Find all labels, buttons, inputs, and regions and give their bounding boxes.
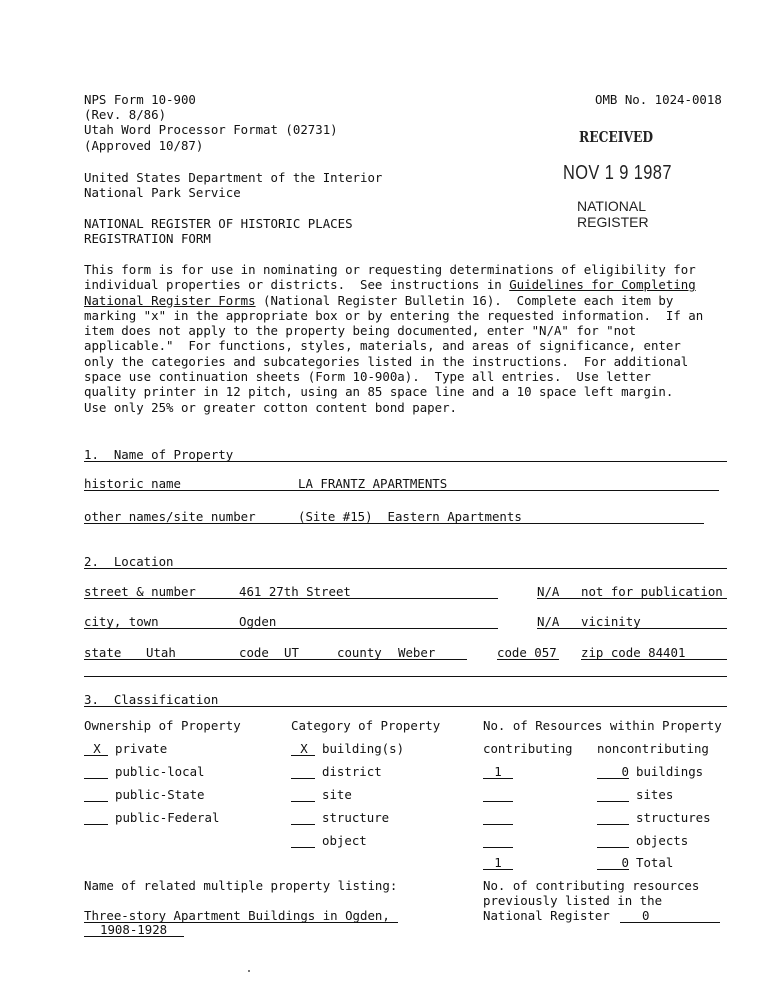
previously-listed-value: 0 [642, 908, 650, 923]
contributing-blank [483, 847, 513, 848]
historic-name-label: historic name [84, 476, 181, 491]
zip-code: zip code 84401 [581, 645, 686, 660]
city-value: Ogden [239, 614, 277, 629]
other-names-value: (Site #15) Eastern Apartments [298, 509, 522, 524]
city-na: N/A [537, 614, 560, 629]
previously-listed-line [620, 922, 720, 923]
other-names-label: other names/site number [84, 509, 256, 524]
ownership-blank [84, 824, 108, 825]
section2-rule [84, 568, 727, 569]
noncontributing-blank [597, 801, 629, 802]
section3-top-rule [84, 676, 727, 677]
contributing-blank [483, 824, 513, 825]
zip-line [581, 659, 727, 660]
category-blank [291, 778, 315, 779]
street-na-line [537, 598, 727, 599]
ownership-header: Ownership of Property [84, 718, 241, 733]
instruction-line: This form is for use in nominating or requesting determinations of eligibility for [84, 262, 696, 277]
contributing-header: contributing [483, 741, 573, 756]
city-label: city, town [84, 614, 159, 629]
category-mark: X [300, 741, 308, 756]
state-code-label: code [239, 645, 269, 660]
resource-type: buildings [636, 764, 704, 779]
resource-type: sites [636, 787, 674, 802]
form-title: NATIONAL REGISTER OF HISTORIC PLACES [84, 216, 353, 231]
category-blank [291, 824, 315, 825]
ownership-mark: X [93, 741, 101, 756]
state-label: state [84, 645, 122, 660]
resource-type: objects [636, 833, 689, 848]
section3-rule [84, 706, 727, 707]
not-for-publication: not for publication [581, 584, 723, 599]
category-option: building(s) [322, 741, 405, 756]
section1-heading: 1. Name of Property [84, 447, 234, 462]
related-listing-years: 1908-1928 [100, 922, 168, 937]
state-value: Utah [146, 645, 176, 660]
form-revision: (Rev. 8/86) [84, 107, 167, 122]
guidelines-link: Guidelines for Completing [509, 277, 696, 293]
category-blank [291, 801, 315, 802]
county-code-line [497, 659, 559, 660]
contributing-blank [483, 778, 513, 779]
category-option: district [322, 764, 382, 779]
agency: National Park Service [84, 185, 241, 200]
instruction-line: National Register Forms (National Register Bulletin 16). Complete each item by [84, 292, 674, 308]
ownership-option: public-local [115, 764, 205, 779]
vicinity: vicinity [581, 614, 641, 629]
related-listing-value: Three-story Apartment Buildings in Ogden, [84, 908, 390, 923]
form-number: NPS Form 10-900 [84, 92, 196, 107]
form-approved: (Approved 10/87) [84, 138, 204, 153]
county-label: county [337, 645, 382, 660]
previously-listed-label-3: National Register [483, 908, 610, 923]
stamp-register: REGISTER [577, 214, 649, 230]
ownership-blank [84, 778, 108, 779]
category-blank [291, 847, 315, 848]
state-code-value: UT [284, 645, 299, 660]
category-header: Category of Property [291, 718, 441, 733]
total-noncontributing: 0 [621, 855, 629, 870]
instruction-line: only the categories and subcategories listed in the instructions. For additional [84, 353, 689, 369]
instruction-line: item does not apply to the property being documented, enter "N/A" for "not [84, 323, 637, 339]
total-contributing: 1 [494, 855, 502, 870]
related-listing-years-line [84, 936, 184, 937]
ownership-blank [84, 755, 108, 756]
instruction-line: marking "x" in the appropriate box or by entering the requested information. If an [84, 307, 704, 323]
noncontributing-blank [597, 847, 629, 848]
previously-listed-label-2: previously listed in the [483, 893, 663, 908]
instructions-paragraph [84, 262, 734, 415]
resources-header: No. of Resources within Property [483, 718, 722, 733]
instruction-line: individual properties or districts. See instructions in Guidelines for Completing [84, 277, 696, 293]
street-na: N/A [537, 584, 560, 599]
county-value: Weber [398, 645, 436, 660]
total-label: Total [636, 855, 674, 870]
forms-reference: National Register Forms [84, 292, 256, 308]
ownership-option: public-Federal [115, 810, 220, 825]
total-contributing-line [483, 869, 513, 870]
received-stamp: RECEIVED [579, 128, 654, 146]
city-na-line [537, 628, 727, 629]
street-label: street & number [84, 584, 196, 599]
total-noncontributing-line [597, 869, 629, 870]
section1-rule [84, 461, 727, 462]
street-value: 461 27th Street [239, 584, 351, 599]
other-names-line [84, 523, 704, 524]
category-option: structure [322, 810, 390, 825]
category-blank [291, 755, 315, 756]
street-line [84, 598, 498, 599]
omb-number: OMB No. 1024-0018 [595, 92, 722, 107]
contributing-count: 1 [494, 764, 502, 779]
noncontributing-count: 0 [621, 764, 629, 779]
received-date: NOV 1 9 1987 [563, 162, 672, 184]
instruction-line: Use only 25% or greater cotton content bond paper. [84, 399, 457, 415]
noncontributing-blank [597, 824, 629, 825]
form-format: Utah Word Processor Format (02731) [84, 122, 338, 137]
instruction-line: space use continuation sheets (Form 10-900a). Type all entries. Use letter [84, 369, 651, 385]
form-subtitle: REGISTRATION FORM [84, 231, 211, 246]
instruction-line: applicable." For functions, styles, materials, and areas of significance, enter [84, 338, 681, 354]
related-listing-label: Name of related multiple property listing: [84, 878, 398, 893]
category-option: object [322, 833, 367, 848]
resource-type: structures [636, 810, 711, 825]
department: United States Department of the Interior [84, 170, 383, 185]
state-line [84, 659, 467, 660]
historic-name-line [84, 490, 719, 491]
ownership-blank [84, 801, 108, 802]
noncontributing-header: noncontributing [597, 741, 709, 756]
category-option: site [322, 787, 352, 802]
noncontributing-blank [597, 778, 629, 779]
ownership-option: public-State [115, 787, 205, 802]
contributing-blank [483, 801, 513, 802]
previously-listed-label-1: No. of contributing resources [483, 878, 700, 893]
stamp-national: NATIONAL [577, 198, 646, 214]
historic-name-value: LA FRANTZ APARTMENTS [298, 476, 448, 491]
section2-heading: 2. Location [84, 554, 174, 569]
county-code: code 057 [497, 645, 557, 660]
instruction-line: quality printer in 12 pitch, using an 85 space line and a 10 space left margin. [84, 384, 674, 400]
section3-heading: 3. Classification [84, 692, 219, 707]
city-line [84, 628, 498, 629]
ownership-option: private [115, 741, 168, 756]
stray-mark [248, 970, 250, 972]
